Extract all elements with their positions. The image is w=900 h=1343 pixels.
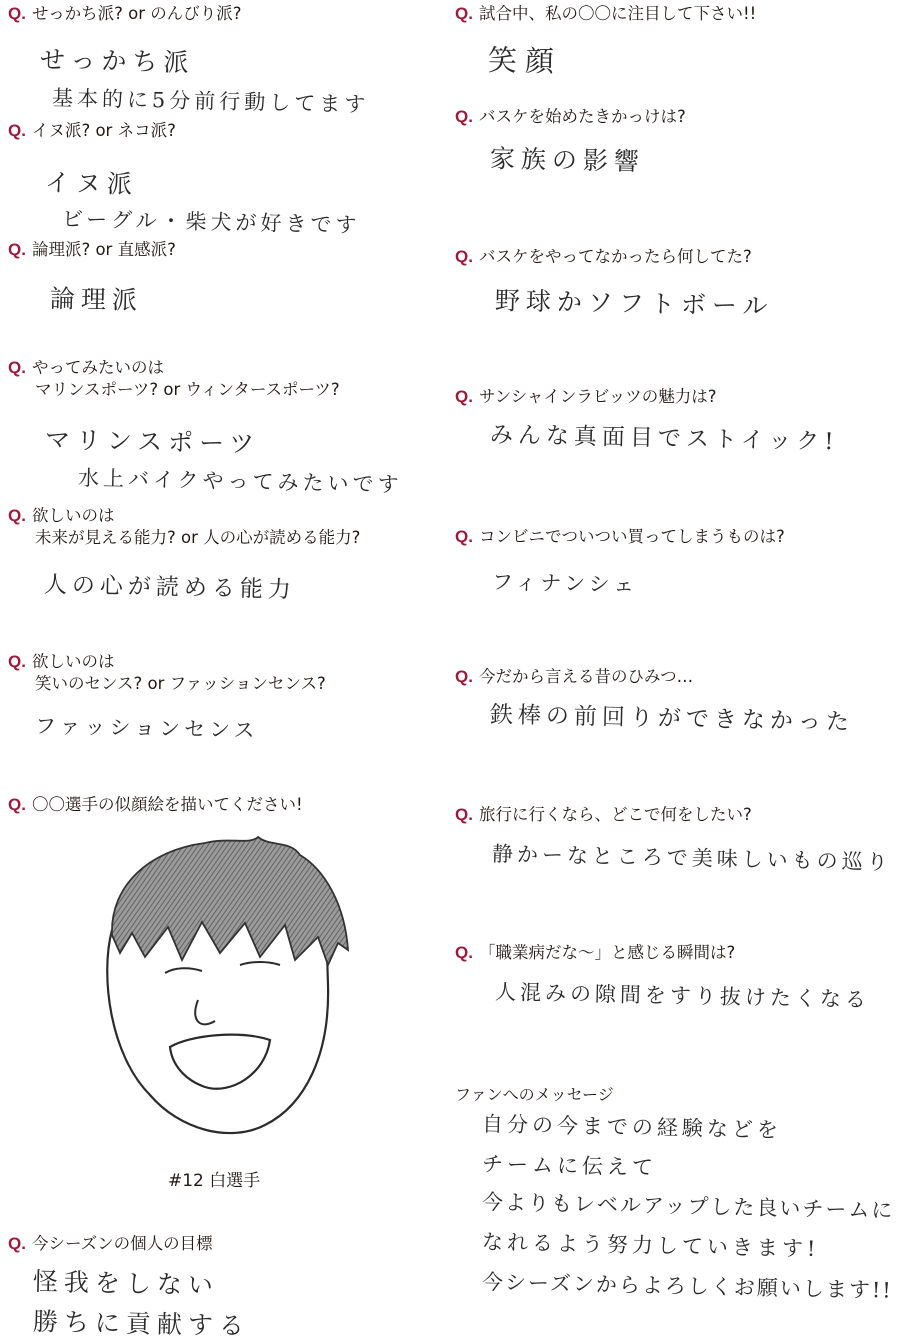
answer-9-line-1: 笑顔 [487, 43, 563, 79]
question-13 [455, 526, 785, 548]
q-mark: Q. [8, 506, 26, 525]
q-mark: Q. [455, 387, 473, 406]
answer-11-line-1: 野球かソフトボール [494, 286, 774, 321]
answer-3-line-1: 論理派 [49, 284, 144, 315]
question-text: 今だから言える昔のひみつ… [478, 667, 694, 686]
question-text: せっかち派? or のんびり派? [31, 4, 242, 23]
question-6 [8, 651, 326, 695]
q-mark: Q. [455, 667, 473, 686]
question-16 [455, 942, 735, 964]
answer-1-line-1: せっかち派 [39, 45, 195, 78]
message-line-3: 今よりもレベルアップした良いチームに [481, 1190, 895, 1223]
message-title: ファンへのメッセージ [455, 1085, 614, 1104]
question-text-line-2: 未来が見える能力? or 人の心が読める能力? [35, 528, 361, 547]
answer-4-line-1: マリンスポーツ [44, 425, 261, 459]
answer-2-line-1: イヌ派 [44, 168, 139, 199]
q-mark: Q. [8, 4, 26, 23]
answer-4-line-2: 水上バイクやってみたいです [77, 466, 403, 497]
answer-15-line-1: 静かーなところで美味しいもの巡り [491, 842, 892, 875]
q-mark: Q. [455, 943, 473, 962]
answer-6-line-1: ファッションセンス [34, 714, 259, 743]
message-line-4: なれるよう努力していきます! [481, 1230, 820, 1262]
question-7 [8, 794, 303, 816]
question-text: 欲しいのは [31, 652, 115, 671]
question-8 [8, 1233, 213, 1255]
q-mark: Q. [455, 107, 473, 126]
question-text: やってみたいのは [31, 358, 164, 377]
question-11 [455, 246, 752, 268]
question-text: 今シーズンの個人の目標 [31, 1234, 213, 1253]
message-line-1: 自分の今までの経験などを [481, 1112, 783, 1143]
q-mark: Q. [8, 240, 26, 259]
q-mark: Q. [8, 358, 26, 377]
question-text: 論理派? or 直感派? [31, 240, 176, 259]
answer-2-line-2: ビーグル・柴犬が好きです [61, 207, 361, 238]
q-mark: Q. [8, 652, 26, 671]
question-text: 試合中、私の〇〇に注目して下さい!! [478, 4, 757, 23]
answer-8-line-2: 勝ちに貢献する [32, 1307, 251, 1341]
question-12 [455, 386, 716, 408]
question-text: サンシャインラビッツの魅力は? [478, 387, 717, 406]
question-text: バスケをやってなかったら何してた? [478, 247, 752, 266]
question-14 [455, 666, 693, 688]
answer-16-line-1: 人混みの隙間をすり抜けたくなる [494, 980, 871, 1012]
question-text: コンビニでついつい買ってしまうものは? [478, 527, 785, 546]
answer-13-line-1: フィナンシェ [491, 570, 639, 598]
question-text-line-2: マリンスポーツ? or ウィンタースポーツ? [35, 380, 340, 399]
question-text: 旅行に行くなら、どこで何をしたい? [478, 805, 752, 824]
question-2 [8, 120, 176, 142]
portrait-caption: #12 白選手 [168, 1171, 261, 1191]
answer-1-line-2: 基本的に5分前行動してます [51, 86, 370, 117]
question-text-line-2: 笑いのセンス? or ファッションセンス? [35, 674, 326, 693]
answer-14-line-1: 鉄棒の前回りができなかった [489, 702, 855, 736]
question-text: 欲しいのは [31, 506, 115, 525]
q-mark: Q. [455, 247, 473, 266]
q-mark: Q. [455, 805, 473, 824]
question-text: イヌ派? or ネコ派? [31, 121, 176, 140]
question-5 [8, 505, 360, 549]
q-mark: Q. [8, 121, 26, 140]
question-10 [455, 106, 686, 128]
question-4 [8, 357, 340, 401]
answer-12-line-1: みんな真面目でストイック! [489, 422, 839, 456]
message-line-5: 今シーズンからよろしくお願いします!! [481, 1270, 893, 1303]
answer-5-line-1: 人の心が読める能力 [43, 572, 297, 604]
q-mark: Q. [8, 1234, 26, 1253]
question-15 [455, 804, 752, 826]
hair-shape [112, 837, 348, 965]
question-1 [8, 3, 242, 25]
question-text: 〇〇選手の似顔絵を描いてください! [31, 795, 303, 814]
question-text: 「職業病だな〜」と感じる瞬間は? [478, 943, 736, 962]
portrait-drawing [90, 825, 360, 1145]
answer-8-line-1: 怪我をしない [32, 1267, 220, 1300]
message-line-2: チームに伝えて [481, 1152, 658, 1180]
question-9 [455, 3, 756, 25]
question-3 [8, 239, 176, 261]
q-mark: Q. [455, 4, 473, 23]
answer-10-line-1: 家族の影響 [489, 144, 646, 177]
q-mark: Q. [8, 795, 26, 814]
q-mark: Q. [455, 527, 473, 546]
question-text: バスケを始めたきかっけは? [478, 107, 686, 126]
